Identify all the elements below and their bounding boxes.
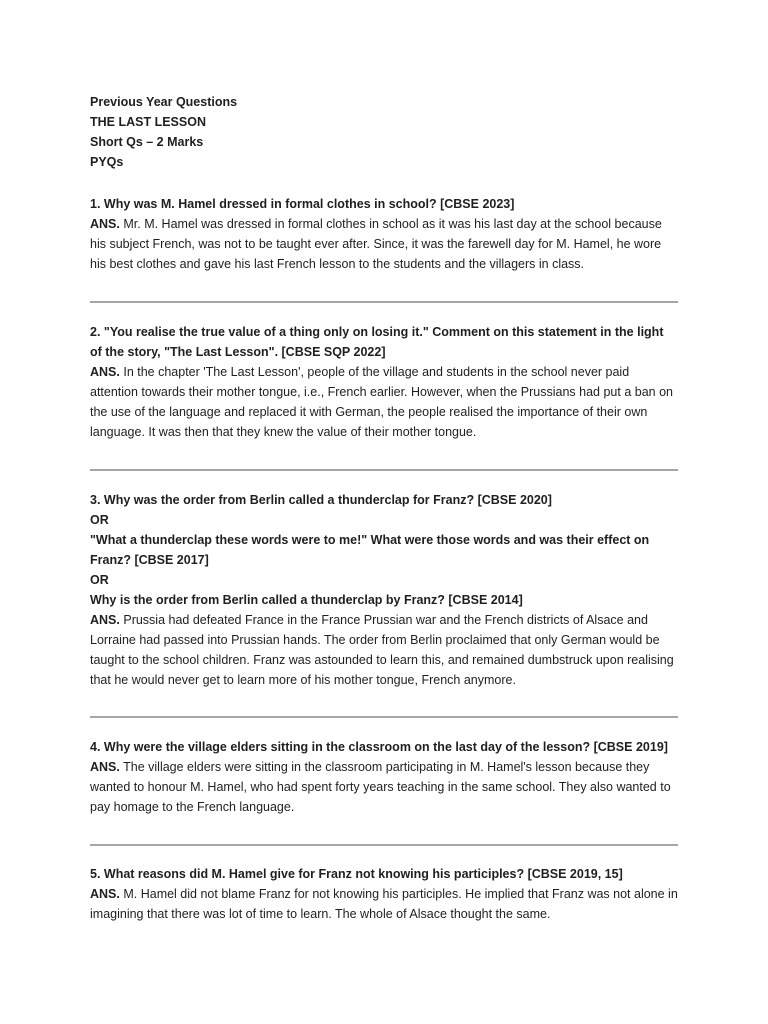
section-divider — [90, 716, 678, 718]
answer-text — [90, 362, 678, 442]
header-chapter: THE LAST LESSON — [90, 115, 206, 129]
question-block-4 — [90, 737, 678, 817]
header-title: Previous Year Questions — [90, 95, 238, 109]
header-tag: PYQs — [90, 155, 124, 169]
answer-text — [90, 884, 678, 924]
question-block-3 — [90, 490, 678, 690]
answer-text — [90, 757, 678, 817]
answer-body: M. Hamel did not blame Franz for not knowing his participles. He implied that Franz was not alone in imagining that there was lot of time to learn. The whole of Alsace thought the same. — [90, 887, 678, 921]
question-text: 4. Why were the village elders sitting in the classroom on the last day of the lesson? [CBSE 2019] — [90, 740, 668, 754]
question-block-2 — [90, 322, 678, 442]
answer-label: ANS. — [90, 887, 120, 901]
answer-text — [90, 214, 678, 274]
question-text: 3. Why was the order from Berlin called a thunderclap for Franz? [CBSE 2020] — [90, 493, 552, 507]
answer-label: ANS. — [90, 365, 120, 379]
answer-text — [90, 610, 678, 690]
question-block-5 — [90, 864, 678, 924]
question-block-1 — [90, 194, 678, 274]
header-section: Short Qs – 2 Marks — [90, 135, 204, 149]
or-separator: OR — [90, 513, 109, 527]
answer-body: Prussia had defeated France in the France Prussian war and the French districts of Alsace and Lorraine had passed into Prussian hands. The order from Berlin proclaimed that only German would be taught to the school children. Franz was astounded to learn this, and remained dumbstruck upon realising that he would never get to learn more of his mother tongue, French anymore. — [90, 613, 674, 687]
question-text: "What a thunderclap these words were to me!" What were those words and was their effect on Franz? [CBSE 2017] — [90, 533, 650, 567]
question-text: 1. Why was M. Hamel dressed in formal clothes in school? [CBSE 2023] — [90, 197, 515, 211]
answer-label: ANS. — [90, 613, 120, 627]
section-divider — [90, 844, 678, 846]
question-text: 2. "You realise the true value of a thing only on losing it." Comment on this statement in the light of the story, "The Last Lesson". [CBSE SQP 2022] — [90, 325, 664, 359]
document-header — [90, 92, 678, 172]
or-separator: OR — [90, 573, 109, 587]
answer-body: The village elders were sitting in the classroom participating in M. Hamel's lesson because they wanted to honour M. Hamel, who had spent forty years teaching in the same school. They also wanted to pay homage to the French language. — [90, 760, 671, 814]
answer-body: Mr. M. Hamel was dressed in formal clothes in school as it was his last day at the school because his subject French, was not to be taught ever after. Since, it was the farewell day for M. Hamel, he wore his best clothes and gave his last French lesson to the students and the villagers in class. — [90, 217, 662, 271]
section-divider — [90, 301, 678, 303]
answer-label: ANS. — [90, 217, 120, 231]
section-divider — [90, 469, 678, 471]
answer-body: In the chapter 'The Last Lesson', people of the village and students in the school never paid attention towards their mother tongue, i.e., French earlier. However, when the Prussians had put a ban on the use of the language and replaced it with German, the people realised the importance of their own language. It was then that they knew the value of their mother tongue. — [90, 365, 673, 439]
answer-label: ANS. — [90, 760, 120, 774]
question-text: 5. What reasons did M. Hamel give for Franz not knowing his participles? [CBSE 2019, 15] — [90, 867, 623, 881]
question-text: Why is the order from Berlin called a thunderclap by Franz? [CBSE 2014] — [90, 593, 523, 607]
